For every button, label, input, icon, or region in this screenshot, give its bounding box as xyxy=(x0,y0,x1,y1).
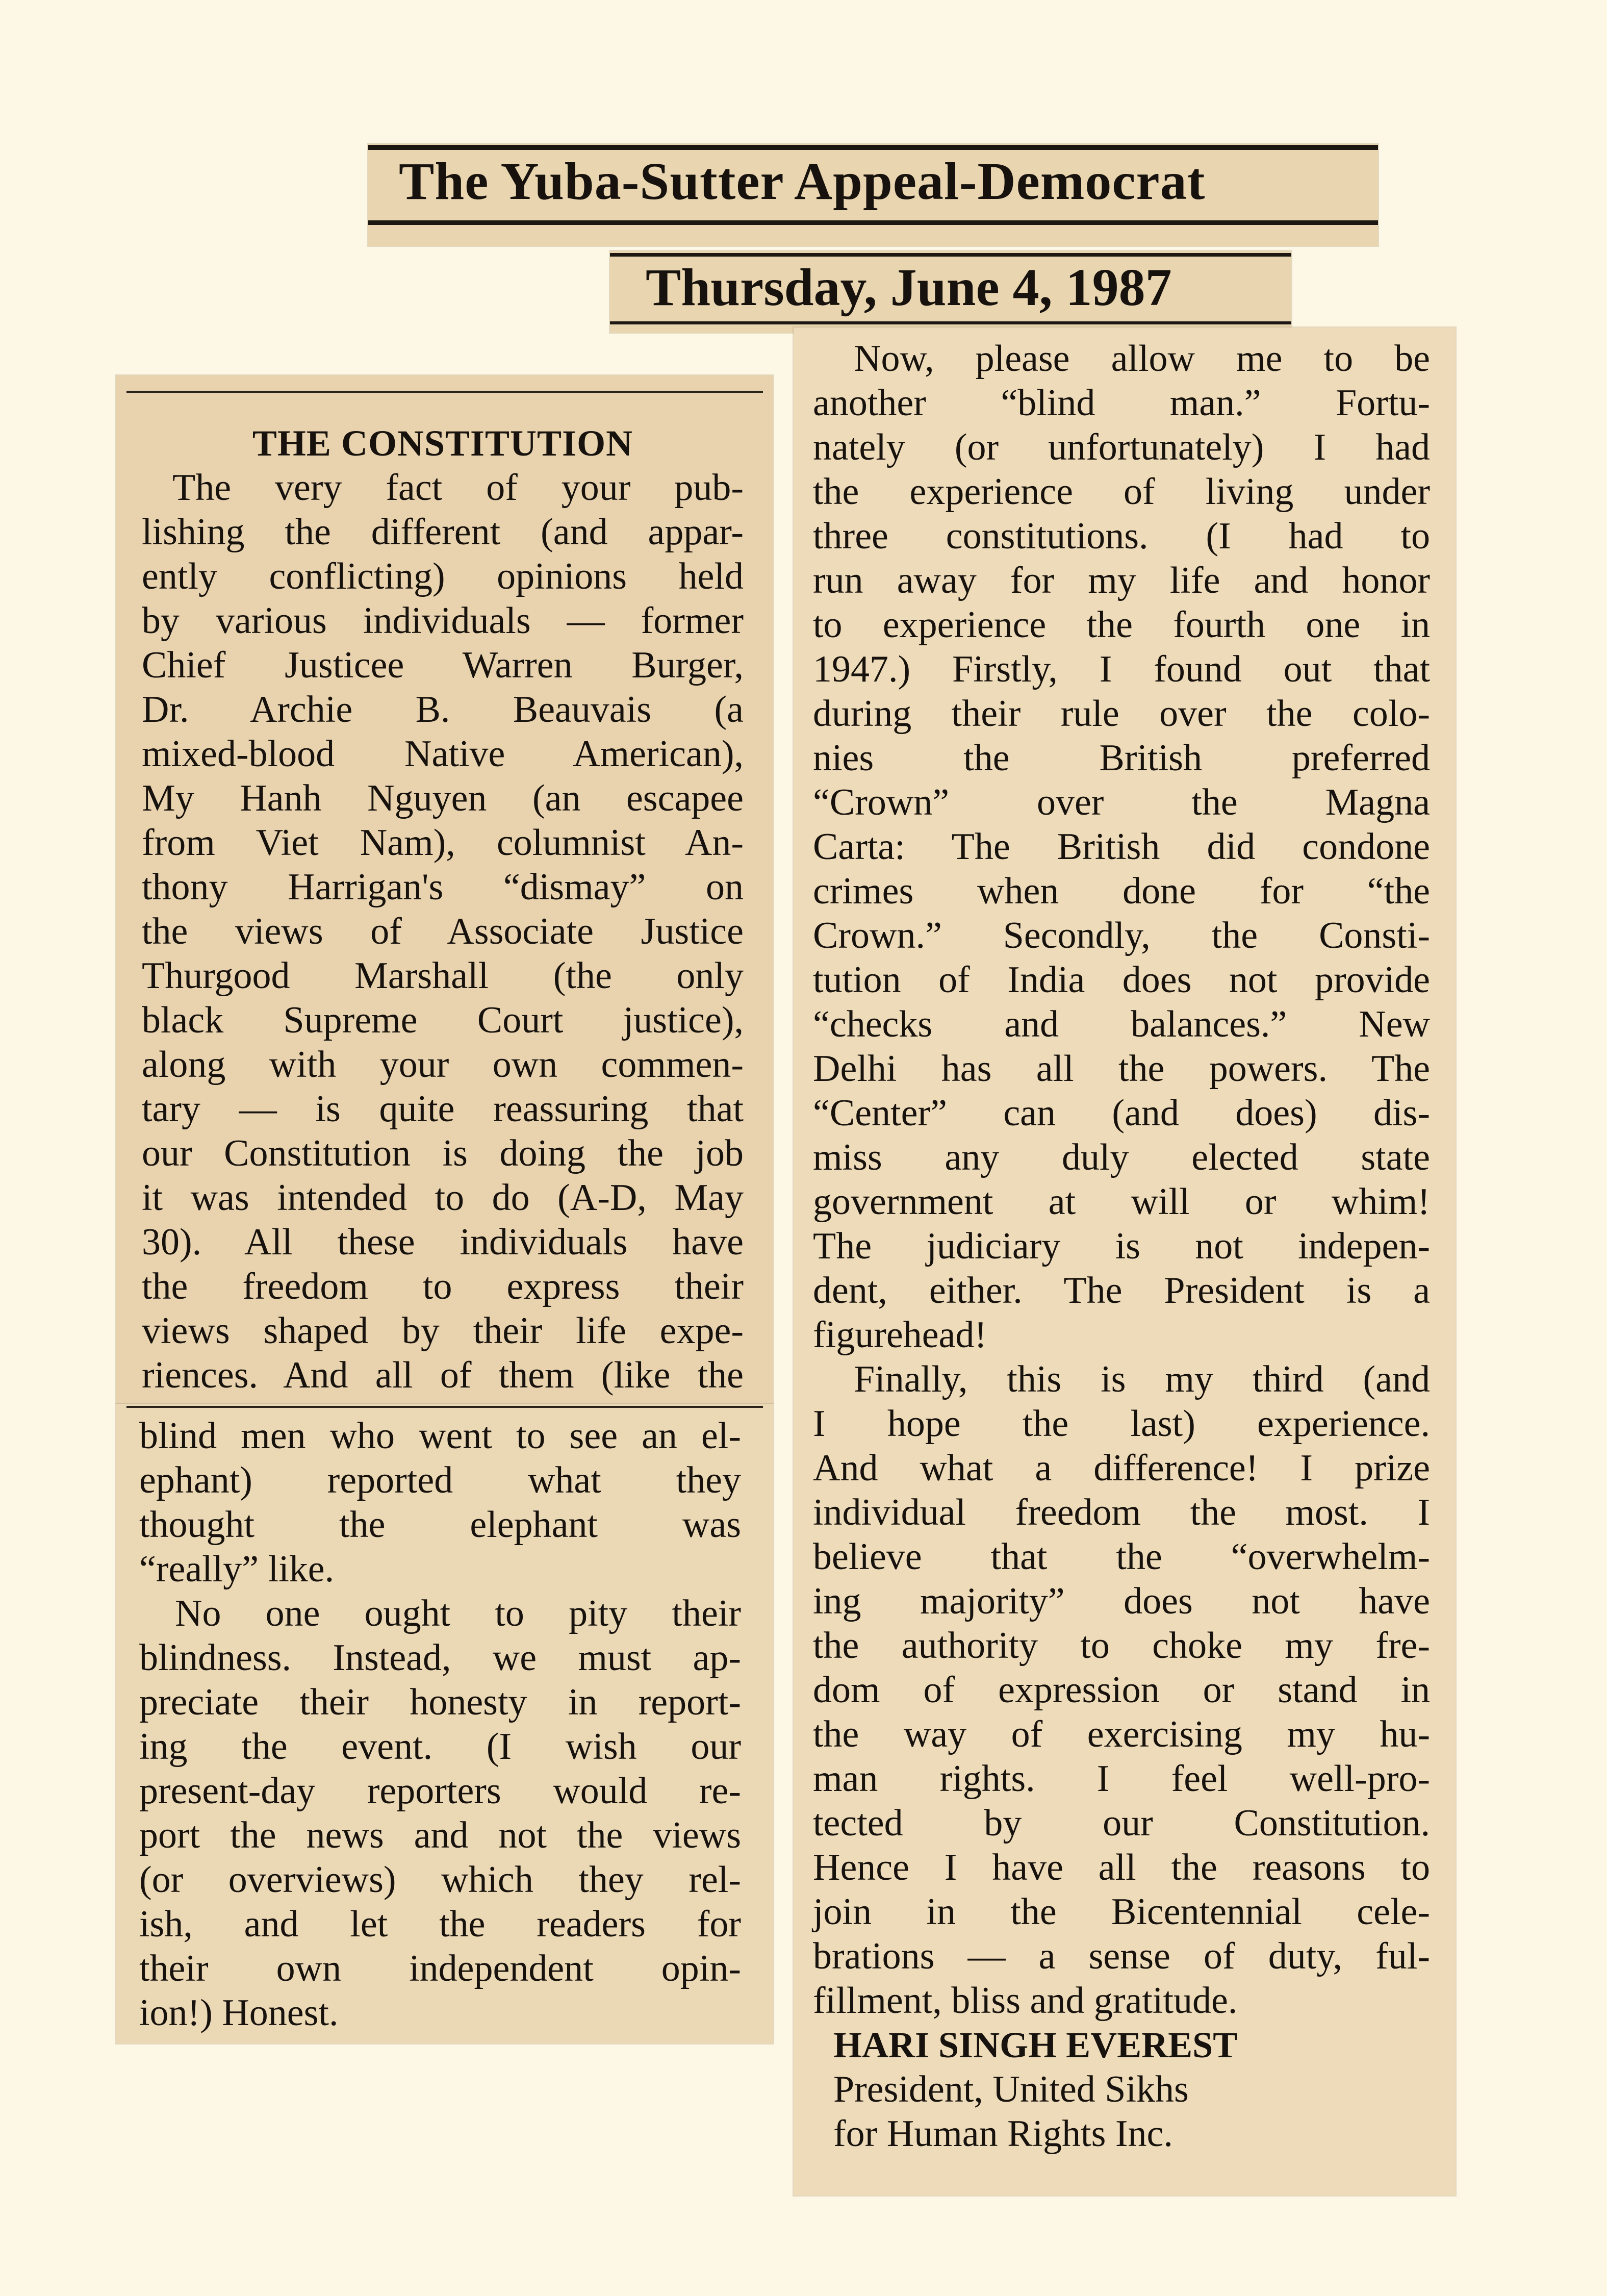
masthead-clipping xyxy=(368,144,1378,246)
paragraph-line: lishing the different (and appar- xyxy=(142,511,744,553)
date-clipping xyxy=(610,251,1291,333)
article-column-left-bottom xyxy=(139,1414,741,2035)
date-bottom-rule xyxy=(610,321,1291,324)
paragraph-line: 1947.) Firstly, I found out that xyxy=(813,648,1430,690)
paragraph-line: Crown.” Secondly, the Consti- xyxy=(813,915,1430,956)
paragraph-line: man rights. I feel well-pro- xyxy=(813,1758,1430,1800)
article-left-top-clipping xyxy=(116,375,773,1403)
paragraph-line: the views of Associate Justice xyxy=(142,911,744,952)
paragraph-line: government at will or whim! xyxy=(813,1181,1430,1223)
paragraph-line: to experience the fourth one in xyxy=(813,604,1430,646)
paragraph-line: ish, and let the readers for xyxy=(139,1903,741,1945)
paragraph-line: the experience of living under xyxy=(813,471,1430,513)
paragraph-line: tary — is quite reassuring that xyxy=(142,1088,744,1130)
paragraph-line: ion!) Honest. xyxy=(139,1992,339,2034)
paragraph-line: Delhi has all the powers. The xyxy=(813,1048,1430,1090)
paragraph-line: blind men who went to see an el- xyxy=(139,1415,741,1457)
column-break-rule xyxy=(126,1406,763,1408)
paragraph-line: the way of exercising my hu- xyxy=(813,1713,1430,1755)
masthead-bottom-rule xyxy=(368,220,1378,225)
paragraph-line: figurehead! xyxy=(813,1314,987,1356)
column-top-rule xyxy=(126,391,763,393)
paragraph-line: the freedom to express their xyxy=(142,1266,744,1307)
paragraph-line: “Center” can (and does) dis- xyxy=(813,1092,1430,1134)
paragraph-line: three constitutions. (I had to xyxy=(813,515,1430,557)
paragraph-line: their own independent opin- xyxy=(139,1948,741,1989)
paragraph-line: join in the Bicentennial cele- xyxy=(813,1891,1430,1933)
paragraph-line: Finally, this is my third (and xyxy=(854,1358,1430,1400)
date-top-rule xyxy=(610,253,1291,257)
paragraph-line: I hope the last) experience. xyxy=(813,1403,1430,1445)
paragraph-line: Thurgood Marshall (the only xyxy=(142,955,744,997)
paragraph-line: ing majority” does not have xyxy=(813,1580,1430,1622)
paragraph-line: My Hanh Nguyen (an escapee xyxy=(142,777,744,819)
author-name: HARI SINGH EVEREST xyxy=(833,2025,1238,2065)
author-title: President, United Sikhs xyxy=(833,2068,1189,2110)
paragraph-line: “Crown” over the Magna xyxy=(813,781,1430,823)
paragraph-line: “really” like. xyxy=(139,1548,335,1590)
paragraph-line: No one ought to pity their xyxy=(175,1593,741,1634)
paragraph-line: (or overviews) which they rel- xyxy=(139,1859,741,1901)
paragraph-line: nies the British preferred xyxy=(813,737,1430,779)
paragraph-line: The judiciary is not indepen- xyxy=(813,1225,1430,1267)
paragraph-line: from Viet Nam), columnist An- xyxy=(142,822,744,864)
paragraph-line: miss any duly elected state xyxy=(813,1137,1430,1178)
paragraph-line: ing the event. (I wish our xyxy=(139,1726,741,1768)
paragraph-line: blindness. Instead, we must ap- xyxy=(139,1637,741,1679)
paragraph-line: The very fact of your pub- xyxy=(172,467,744,509)
paragraph-line: fillment, bliss and gratitude. xyxy=(813,1980,1238,2022)
paragraph-line: nately (or unfortunately) I had xyxy=(813,426,1430,468)
paragraph-line: ently conflicting) opinions held xyxy=(142,556,744,597)
paragraph-line: brations — a sense of duty, ful- xyxy=(813,1935,1430,1977)
paragraph-line: by various individuals — former xyxy=(142,600,744,642)
article-right-clipping xyxy=(794,327,1456,2196)
paragraph-line: preciate their honesty in report- xyxy=(139,1681,741,1723)
paragraph-line: dom of expression or stand in xyxy=(813,1669,1430,1711)
paragraph-line: riences. And all of them (like the xyxy=(142,1354,744,1396)
paragraph-line: thought the elephant was xyxy=(139,1504,741,1546)
paragraph-line: And what a difference! I prize xyxy=(813,1447,1430,1489)
paragraph-line: ephant) reported what they xyxy=(139,1459,741,1501)
paragraph-line: tution of India does not provide xyxy=(813,959,1430,1001)
paragraph-line: port the news and not the views xyxy=(139,1814,741,1856)
paragraph-line: tected by our Constitution. xyxy=(813,1802,1430,1844)
paragraph-line: views shaped by their life expe- xyxy=(142,1310,744,1352)
paragraph-line: Hence I have all the reasons to xyxy=(813,1847,1430,1888)
paragraph-line: 30). All these individuals have xyxy=(142,1221,744,1263)
newspaper-name: The Yuba-Sutter Appeal-Democrat xyxy=(399,152,1206,211)
paragraph-line: mixed-blood Native American), xyxy=(142,733,744,775)
paragraph-line: during their rule over the colo- xyxy=(813,693,1430,735)
paragraph-line: another “blind man.” Fortu- xyxy=(813,382,1430,424)
paragraph-line: along with your own commen- xyxy=(142,1044,744,1086)
paragraph-line: Chief Justicee Warren Burger, xyxy=(142,644,744,686)
paragraph-line: run away for my life and honor xyxy=(813,560,1430,601)
paragraph-line: individual freedom the most. I xyxy=(813,1492,1430,1533)
paragraph-line: the authority to choke my fre- xyxy=(813,1625,1430,1667)
paragraph-line: present-day reporters would re- xyxy=(139,1770,741,1812)
masthead-top-rule xyxy=(368,145,1378,150)
paragraph-line: dent, either. The President is a xyxy=(813,1270,1430,1311)
paragraph-line: Dr. Archie B. Beauvais (a xyxy=(142,689,744,730)
paragraph-line: black Supreme Court justice), xyxy=(142,999,744,1041)
paragraph-line: believe that the “overwhelm- xyxy=(813,1536,1430,1578)
article-column-left-top xyxy=(142,421,744,1398)
publication-date: Thursday, June 4, 1987 xyxy=(646,258,1172,317)
paragraph-line: thony Harrigan's “dismay” on xyxy=(142,866,744,908)
article-left-bottom-clipping xyxy=(116,1404,773,2043)
article-column-right xyxy=(813,337,1430,2156)
author-organization: for Human Rights Inc. xyxy=(833,2113,1173,2155)
article-headline: THE CONSTITUTION xyxy=(252,423,633,464)
paragraph-line: “checks and balances.” New xyxy=(813,1003,1430,1045)
paragraph-line: Carta: The British did condone xyxy=(813,826,1430,868)
paragraph-line: Now, please allow me to be xyxy=(854,338,1430,380)
paragraph-line: crimes when done for “the xyxy=(813,870,1430,912)
paragraph-line: it was intended to do (A-D, May xyxy=(142,1177,744,1219)
paragraph-line: our Constitution is doing the job xyxy=(142,1132,744,1174)
